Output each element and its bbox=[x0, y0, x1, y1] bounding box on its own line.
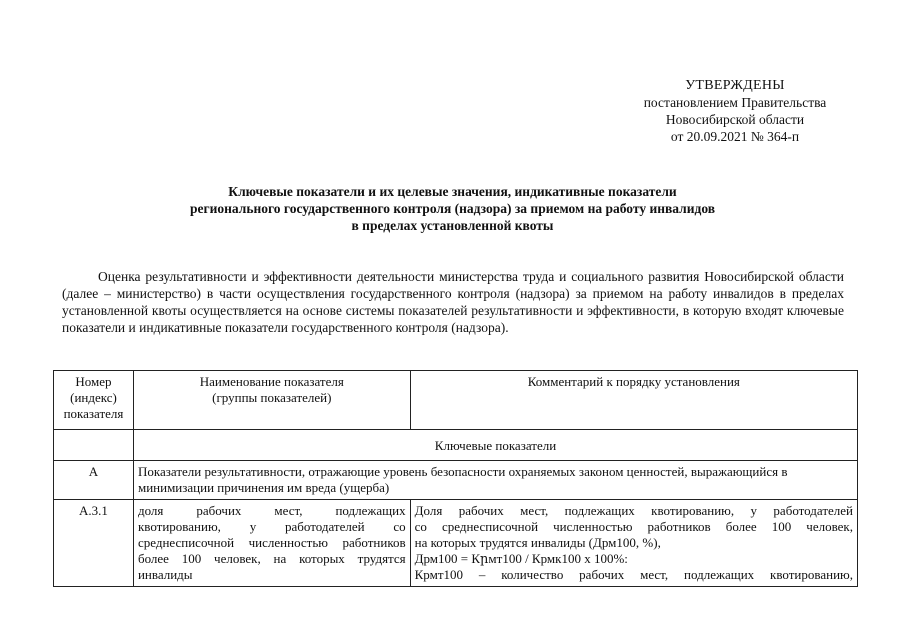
title-line-1: Ключевые показатели и их целевые значения, индикативные показатели bbox=[228, 184, 677, 199]
group-text: Показатели результативности, отражающие уровень безопасности охраняемых законом ценностей, выражающийся в минимизации причинения им вреда (ущерба) bbox=[133, 461, 857, 500]
row-name-cell bbox=[133, 500, 410, 587]
title-line-2: регионального государственного контроля (надзора) за приемом на работу инвалидов bbox=[189, 201, 716, 216]
header-name-cell bbox=[133, 371, 410, 430]
row-name-line: доля рабочих мест, подлежащих bbox=[137, 503, 406, 518]
row-comment-line: со среднесписочной численностью работников более 100 человек, bbox=[414, 519, 853, 534]
row-comment-cell bbox=[410, 500, 857, 587]
header-index-line-2: (индекс) bbox=[70, 390, 117, 405]
section-label: Ключевые показатели bbox=[133, 430, 857, 461]
document-title bbox=[100, 183, 805, 234]
row-name-line: среднесписочной численностью работников bbox=[137, 535, 406, 550]
row-comment-line: Крмт100 – количество рабочих мест, подлежащих квотированию, bbox=[414, 567, 853, 582]
title-line-3: в пределах установленной квоты bbox=[351, 218, 554, 233]
intro-paragraph: Оценка результативности и эффективности деятельности министерства труда и социального развития Новосибирской области (далее – министерство) в части осуществления государственного контроля (надзора) за приемом на работу инвалидов в пределах установленной квоты осуществляется на основе системы показателей результативности и эффективности, в которую входят ключевые показатели и индикативные показатели государственного контроля (надзора). bbox=[62, 269, 844, 335]
group-row bbox=[54, 461, 858, 500]
row-name-line: более 100 человек, на которых трудятся bbox=[137, 551, 406, 566]
section-row bbox=[54, 430, 858, 461]
header-index-line-3: показателя bbox=[63, 406, 124, 421]
table-header-row bbox=[54, 371, 858, 430]
section-empty-cell bbox=[54, 430, 134, 461]
approval-block bbox=[620, 77, 850, 145]
approval-line-1: постановлением Правительства bbox=[643, 95, 827, 110]
row-comment-line: Дрм100 = Кրмт100 / Крмк100 х 100%: bbox=[414, 551, 628, 566]
header-comment-cell bbox=[410, 371, 857, 430]
row-name-line: инвалиды bbox=[137, 567, 193, 582]
approval-line-2: Новосибирской области bbox=[665, 112, 805, 127]
group-index: А bbox=[54, 461, 134, 500]
table-row bbox=[54, 500, 858, 587]
row-name-line: квотированию, у работодателей со bbox=[137, 519, 406, 534]
header-name-line-2: (группы показателей) bbox=[212, 390, 332, 405]
approval-heading: УТВЕРЖДЕНЫ bbox=[685, 78, 785, 93]
header-name-line-1: Наименование показателя bbox=[199, 374, 344, 389]
header-index-cell bbox=[54, 371, 134, 430]
row-comment-line: Доля рабочих мест, подлежащих квотированию, у работодателей bbox=[414, 503, 853, 518]
row-index: А.3.1 bbox=[54, 500, 134, 587]
header-comment-text: Комментарий к порядку установления bbox=[527, 374, 740, 389]
header-index-line-1: Номер bbox=[75, 374, 112, 389]
approval-line-3: от 20.09.2021 № 364-п bbox=[670, 129, 800, 144]
row-comment-line: на которых трудятся инвалиды (Дрм100, %), bbox=[414, 535, 661, 550]
indicators-table bbox=[53, 370, 858, 587]
